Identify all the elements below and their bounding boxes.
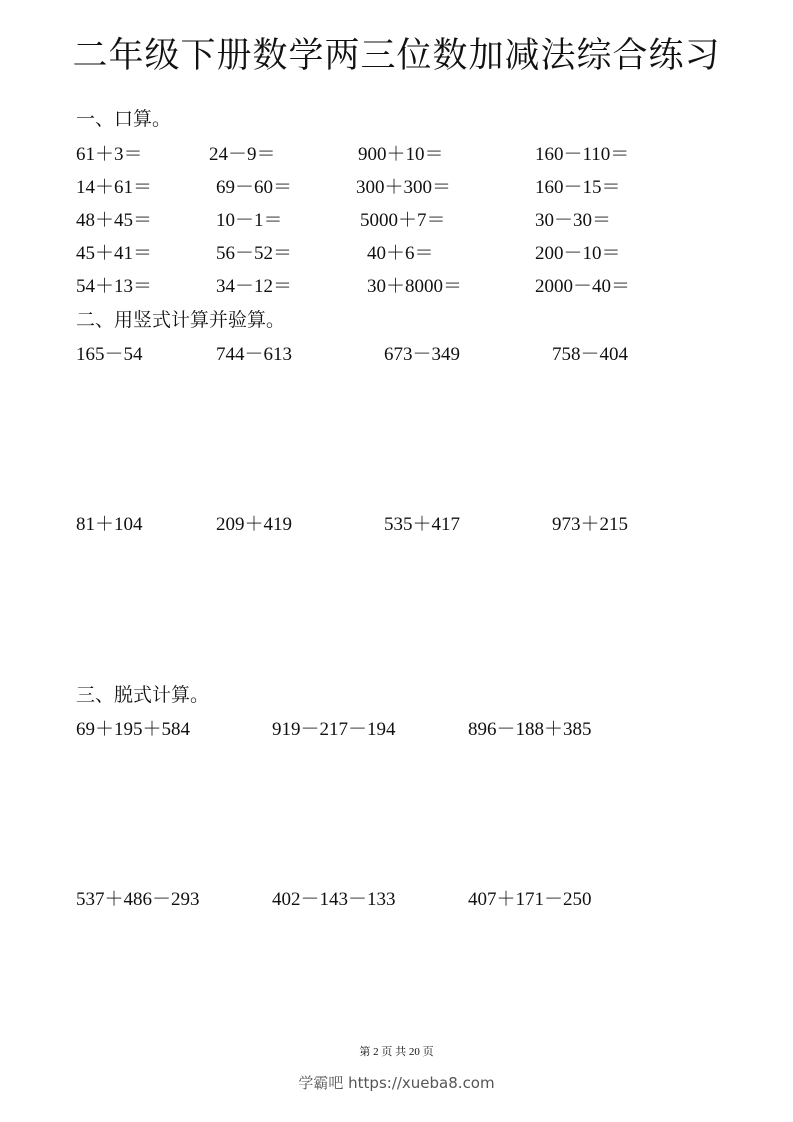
watermark: 学霸吧 https://xueba8.com — [298, 1074, 495, 1092]
oral-problem: 900＋10＝ — [358, 144, 444, 165]
oral-problem: 160－15＝ — [535, 177, 621, 198]
oral-problem: 10－1＝ — [216, 210, 283, 231]
vertical-problem: 673－349 — [384, 344, 461, 365]
vertical-problem: 973＋215 — [552, 514, 629, 535]
section-1-heading: 一、口算。 — [76, 108, 172, 130]
stepwise-problem: 69＋195＋584 — [76, 719, 191, 740]
oral-problem: 69－60＝ — [216, 177, 293, 198]
oral-problem: 40＋6＝ — [367, 243, 434, 264]
oral-problem: 160－110＝ — [535, 144, 630, 165]
oral-problem: 45＋41＝ — [76, 243, 153, 264]
oral-problem: 5000＋7＝ — [360, 210, 446, 231]
oral-problem: 14＋61＝ — [76, 177, 153, 198]
oral-problem: 56－52＝ — [216, 243, 293, 264]
oral-problem: 61＋3＝ — [76, 144, 143, 165]
oral-problem: 54＋13＝ — [76, 276, 153, 297]
section-3-heading: 三、脱式计算。 — [76, 684, 210, 706]
vertical-problem: 165－54 — [76, 344, 143, 365]
oral-problem: 30＋8000＝ — [367, 276, 463, 297]
oral-problem: 30－30＝ — [535, 210, 612, 231]
page-number: 第 2 页 共 20 页 — [359, 1046, 434, 1058]
stepwise-problem: 919－217－194 — [272, 719, 396, 740]
vertical-problem: 535＋417 — [384, 514, 461, 535]
vertical-problem: 209＋419 — [216, 514, 293, 535]
vertical-problem: 744－613 — [216, 344, 293, 365]
vertical-problem: 758－404 — [552, 344, 629, 365]
stepwise-problem: 896－188＋385 — [468, 719, 592, 740]
vertical-problem: 81＋104 — [76, 514, 143, 535]
stepwise-problem: 402－143－133 — [272, 889, 396, 910]
oral-problem: 300＋300＝ — [356, 177, 452, 198]
oral-problem: 24－9＝ — [209, 144, 276, 165]
stepwise-problem: 537＋486－293 — [76, 889, 200, 910]
section-2-heading: 二、用竖式计算并验算。 — [76, 309, 286, 331]
stepwise-problem: 407＋171－250 — [468, 889, 592, 910]
page-title: 二年级下册数学两三位数加减法综合练习 — [72, 36, 721, 76]
oral-problem: 200－10＝ — [535, 243, 621, 264]
oral-problem: 48＋45＝ — [76, 210, 153, 231]
oral-problem: 2000－40＝ — [535, 276, 631, 297]
oral-problem: 34－12＝ — [216, 276, 293, 297]
